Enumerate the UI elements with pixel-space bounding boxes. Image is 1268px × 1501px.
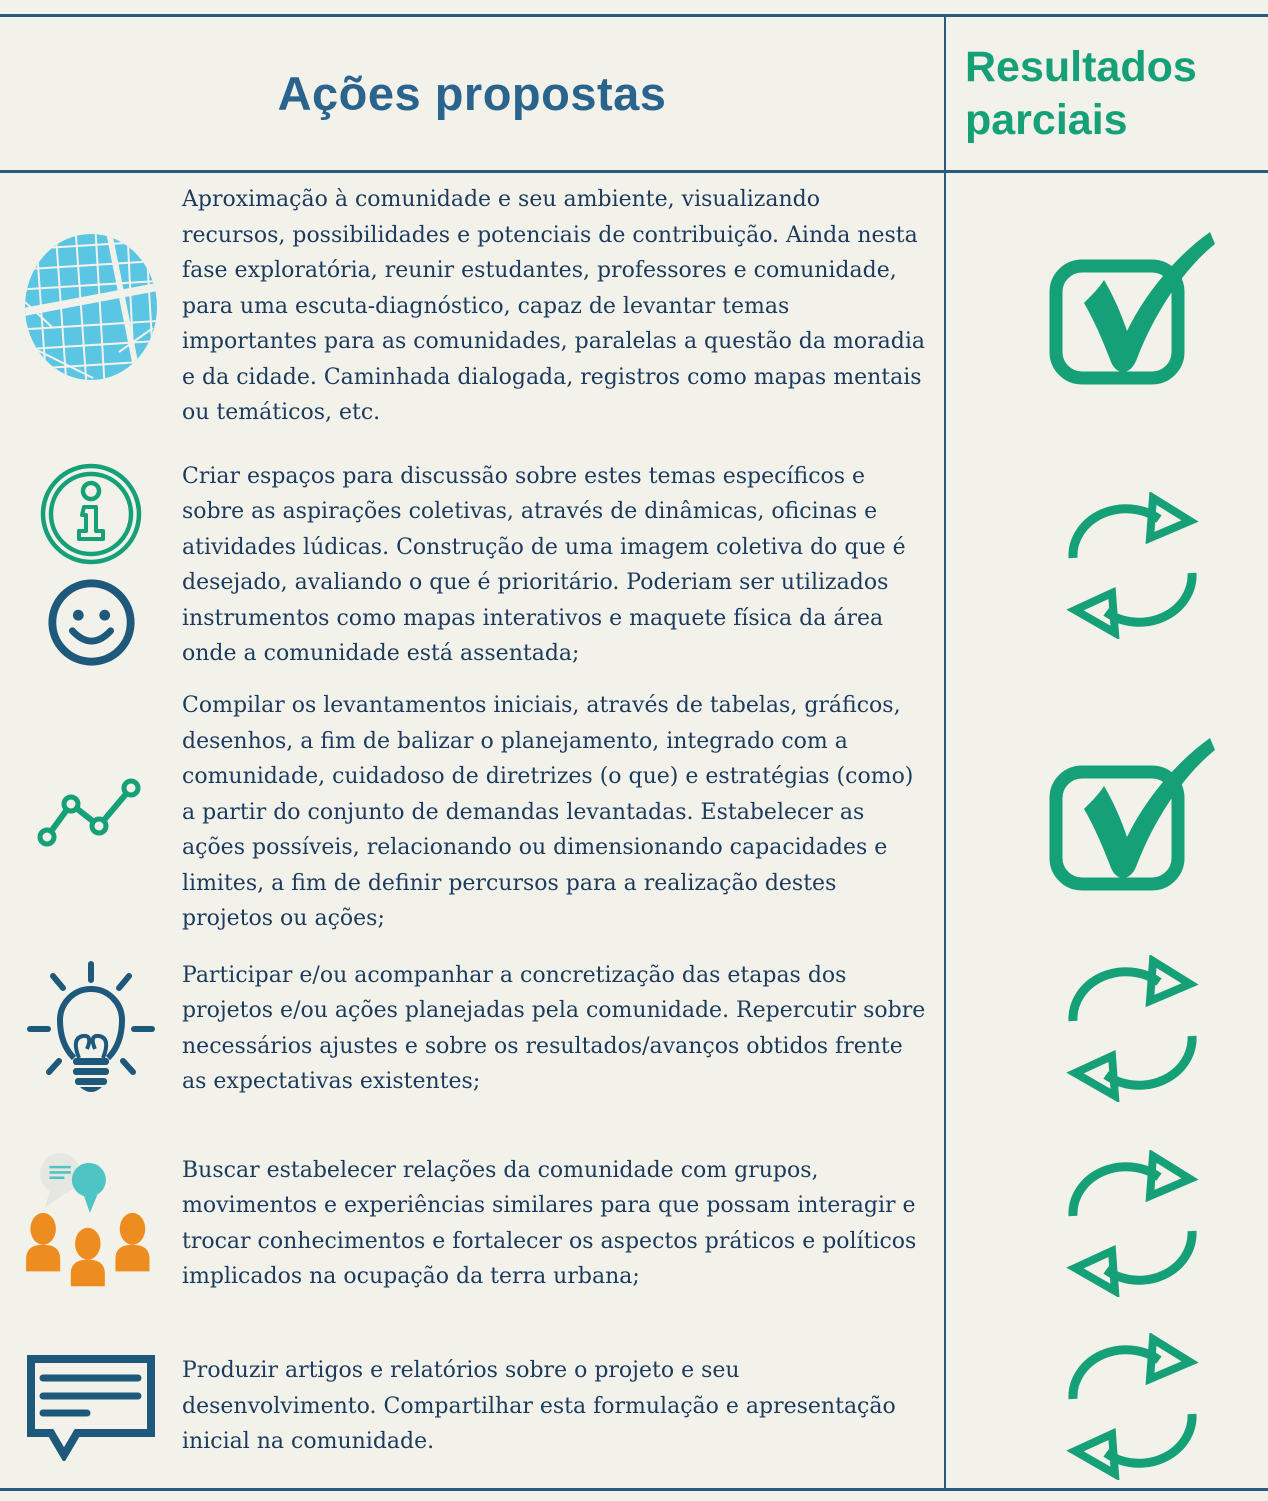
checkbox-checked-icon bbox=[1047, 734, 1217, 891]
action-icon-cell-5 bbox=[0, 1122, 182, 1325]
result-cell-4 bbox=[944, 935, 1268, 1122]
action-text-cell-3 bbox=[182, 690, 944, 935]
action-icon-cell-1 bbox=[0, 173, 182, 440]
people-group-icon bbox=[24, 1152, 158, 1295]
speech-bubble-document-icon bbox=[25, 1353, 157, 1461]
city-map-icon bbox=[23, 232, 159, 382]
action-text-cell-5 bbox=[182, 1122, 944, 1325]
checkbox-checked-icon bbox=[1047, 228, 1217, 385]
result-cell-1 bbox=[944, 173, 1268, 440]
result-cell-2 bbox=[944, 440, 1268, 690]
action-text-3: Compilar os levantamentos iniciais, através de tabelas, gráficos, desenhos, a fim de balizar o planejamento, integrado com a comunidade, cuidadoso de diretrizes (o que) e estratégias (como) a partir do conjunto de demandas levantadas. Estabelecer as ações possíveis, relacionando ou dimensionando capacidades e limites, a fim de definir percursos para a realização destes projetos ou ações; bbox=[182, 693, 914, 932]
action-icon-cell-6 bbox=[0, 1325, 182, 1488]
smiley-face-icon bbox=[45, 576, 138, 669]
action-row-6 bbox=[0, 1325, 1268, 1488]
info-icon bbox=[39, 462, 143, 566]
action-text-cell-2 bbox=[182, 440, 944, 690]
action-text-cell-4 bbox=[182, 935, 944, 1122]
action-icon-cell-4 bbox=[0, 935, 182, 1122]
action-row-4 bbox=[0, 935, 1268, 1122]
cycle-arrows-icon bbox=[1066, 492, 1199, 639]
results-column-title: Resultados parciais bbox=[965, 43, 1197, 144]
result-cell-5 bbox=[944, 1122, 1268, 1325]
header-right bbox=[944, 17, 1268, 170]
line-chart-icon bbox=[35, 774, 147, 852]
actions-column-title: Ações propostas bbox=[277, 67, 667, 120]
cycle-arrows-icon bbox=[1066, 1150, 1199, 1297]
body-rows bbox=[0, 173, 1268, 1488]
action-text-cell-6 bbox=[182, 1325, 944, 1488]
action-row-2 bbox=[0, 440, 1268, 690]
lightbulb-icon bbox=[16, 954, 166, 1104]
action-icon-cell-2 bbox=[0, 440, 182, 690]
action-text-5: Buscar estabelecer relações da comunidade com grupos, movimentos e experiências similares para que possam interagir e trocar conhecimentos e fortalecer os aspectos práticos e políticos implicados na ocupação da terra urbana; bbox=[182, 1157, 917, 1289]
result-cell-6 bbox=[944, 1325, 1268, 1488]
action-row-5 bbox=[0, 1122, 1268, 1325]
action-text-cell-1 bbox=[182, 173, 944, 440]
result-cell-3 bbox=[944, 690, 1268, 935]
cycle-arrows-icon bbox=[1066, 955, 1199, 1102]
speech-bubble-teal bbox=[72, 1163, 106, 1197]
header bbox=[0, 17, 1268, 170]
action-text-2: Criar espaços para discussão sobre estes temas específicos e sobre as aspirações coletivas, através de dinâmicas, oficinas e atividades lúdicas. Construção de uma imagem coletiva do que é desejado, avaliando o que é prioritário. Poderiam ser utilizados instrumentos como mapas interativos e maquete física da área onde a comunidade está assentada; bbox=[182, 463, 906, 666]
action-row-1 bbox=[0, 173, 1268, 440]
action-icon-cell-3 bbox=[0, 690, 182, 935]
action-row-3 bbox=[0, 690, 1268, 935]
cycle-arrows-icon bbox=[1066, 1333, 1199, 1480]
action-text-1: Aproximação à comunidade e seu ambiente, visualizando recursos, possibilidades e potenciais de contribuição. Ainda nesta fase exploratória, reunir estudantes, professores e comunidade, para uma escuta-diagnóstico, capaz de levantar temas importantes para as comunidades, paralelas a questão da moradia e da cidade. Caminhada dialogada, registros como mapas mentais ou temáticos, etc. bbox=[182, 187, 925, 426]
bottom-rule bbox=[0, 1488, 1268, 1491]
action-text-6: Produzir artigos e relatórios sobre o projeto e seu desenvolvimento. Compartilhar esta formulação e apresentação inicial na comunidade. bbox=[182, 1358, 896, 1455]
header-left bbox=[0, 17, 944, 170]
action-text-4: Participar e/ou acompanhar a concretização das etapas dos projetos e/ou ações planejadas pela comunidade. Repercutir sobre necessários ajustes e sobre os resultados/avanços obtidos frente as expectativas existentes; bbox=[182, 962, 926, 1094]
